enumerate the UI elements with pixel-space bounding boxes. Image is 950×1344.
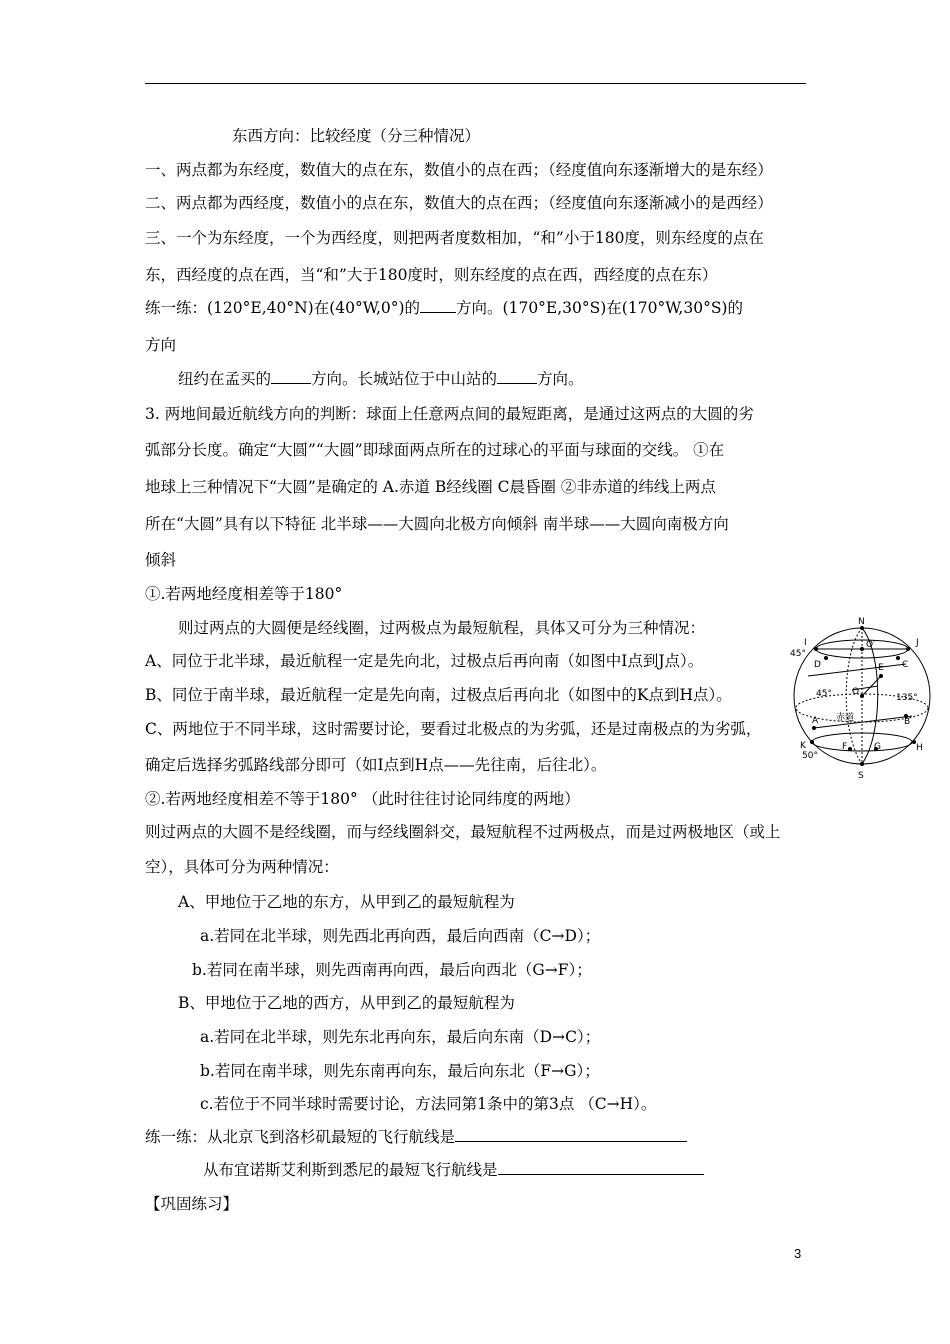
page-number: 3 (794, 1246, 802, 1261)
label-g: G (874, 742, 881, 752)
label-45-mid: 45° (816, 689, 832, 699)
chord-line (808, 664, 906, 676)
text-line: 东，西经度的点在西，当“和”大于180度时，则东经度的点在西，西经度的点在东） (145, 266, 718, 284)
text-line: 3. 两地间最近航线方向的判断：球面上任意两点间的最短距离，是通过这两点的大圆的劣 (145, 405, 754, 423)
label-d: D (814, 660, 821, 670)
point-k (810, 740, 814, 744)
label-e: E (878, 663, 884, 673)
text-line: 所在“大圆”具有以下特征 北半球——大圆向北极方向倾斜 南半球——大圆向南极方向 (145, 515, 729, 533)
text-line: b.若同在南半球，则先西南再向西，最后向西北（G→F）； (192, 961, 592, 979)
text-segment: 方向。 (537, 370, 584, 388)
text-line: 则过两点的大圆便是经线圈，过两极点为最短航程，具体又可分为三种情况： (178, 619, 706, 637)
text-line: ②.若两地经度相差不等于180° （此时往往讨论同纬度的两地） (145, 790, 580, 808)
globe-diagram (786, 612, 944, 782)
chord-line (814, 716, 912, 728)
text-line: 三、一个为东经度，一个为西经度，则把两者度数相加，“和”小于180度，则东经度的点在 (145, 229, 764, 247)
point-o-prime (860, 647, 864, 651)
text-line: B、同位于南半球，最近航程一定是先向南，过极点后再向北（如图中的K点到H点）。 (145, 686, 732, 704)
label-n: N (858, 617, 865, 627)
text-line: 东西方向：比较经度（分三种情况） (232, 127, 481, 145)
text-line: B、甲地位于乙地的西方，从甲到乙的最短航程为 (178, 994, 515, 1012)
point-d (824, 656, 828, 660)
header-rule (145, 83, 806, 84)
label-135: 135° (896, 693, 918, 703)
label-o: O (852, 687, 860, 697)
text-line: c.若位于不同半球时需要讨论，方法同第1条中的第3点 （C→H）。 (200, 1095, 657, 1113)
point-j (906, 647, 910, 651)
label-i: I (804, 638, 807, 648)
label-c: C (902, 660, 909, 670)
label-k: K (800, 741, 806, 751)
text-segment: 方向。长城站位于中山站的 (311, 370, 498, 388)
label-50: 50° (802, 751, 818, 761)
point-c (896, 656, 900, 660)
text-line: 方向 (145, 336, 177, 354)
text-line: 倾斜 (145, 551, 177, 569)
exercise-line (178, 368, 584, 390)
point-a (812, 726, 816, 730)
point-e (879, 674, 883, 678)
answer-blank[interactable] (497, 368, 537, 384)
label-s: S (858, 771, 864, 781)
answer-blank[interactable] (271, 368, 311, 384)
text-line: 空），具体可分为两种情况： (145, 858, 339, 876)
label-j: J (916, 638, 919, 648)
text-line: A、同位于北半球，最近航程一定是先向北，过极点后再向南（如图中I点到J点）。 (145, 652, 704, 670)
text-segment: 从布宜诺斯艾利斯到悉尼的最短飞行航线是 (203, 1161, 498, 1179)
label-a: A (812, 716, 819, 726)
label-b: B (904, 717, 911, 727)
label-f: F (842, 742, 848, 752)
text-line: 地球上三种情况下“大圆”是确定的 A.赤道 B经线圈 C晨昏圈 ②非赤道的纬线上两点 (145, 478, 716, 496)
text-line: b.若同在南半球，则先东南再向东，最后向东北（F→G）； (200, 1062, 600, 1080)
text-line: 确定后选择劣弧路线部分即可（如I点到H点——先往南，后往北）。 (145, 756, 607, 774)
answer-blank[interactable] (455, 1126, 687, 1142)
label-o-prime: O′ (866, 640, 876, 650)
text-line: ①.若两地经度相差等于180° (145, 585, 343, 603)
text-segment: 纽约在孟买的 (178, 370, 272, 388)
text-line: 则过两点的大圆不是经线圈，而与经线圈斜交，最短航程不过两极点，而是过两极地区（或上 (145, 823, 781, 841)
point-f (848, 747, 852, 751)
answer-blank[interactable] (498, 1159, 704, 1175)
section-heading: 【巩固练习】 (145, 1195, 239, 1213)
point-i (814, 647, 818, 651)
point-south-pole (860, 762, 864, 766)
text-line: 一、两点都为东经度，数值大的点在东，数值小的点在西；（经度值向东逐渐增大的是东经） (145, 161, 773, 179)
text-line: 二、两点都为西经度，数值小的点在东，数值大的点在西；（经度值向东逐渐减小的是西经） (145, 194, 773, 212)
exercise-line (203, 1159, 704, 1181)
text-segment: 练一练：从北京飞到洛杉矶最短的飞行航线是 (145, 1128, 456, 1146)
label-equator: 赤道 (836, 713, 855, 723)
text-line: 弧部分长度。确定“大圆”“大圆”即球面两点所在的过球心的平面与球面的交线。 ①在 (145, 441, 725, 459)
exercise-line (145, 297, 743, 319)
text-line: a.若同在北半球，则先东北再向东，最后向东南（D→C）； (200, 1028, 601, 1046)
point-o (860, 694, 864, 698)
answer-blank[interactable] (420, 297, 456, 313)
label-45-top: 45° (790, 649, 806, 659)
text-line: A、甲地位于乙地的东方，从甲到乙的最短航程为 (178, 893, 515, 911)
exercise-line (145, 1126, 687, 1148)
text-line: a.若同在北半球，则先西北再向西，最后向西南（C→D）； (200, 927, 601, 945)
text-segment: 方向。(170°E,30°S)在(170°W,30°S)的 (456, 299, 743, 317)
text-segment: 练一练：(120°E,40°N)在(40°W,0°)的 (145, 299, 421, 317)
label-h: H (916, 743, 923, 753)
text-line: C、两地位于不同半球，这时需要讨论，要看过北极点的为劣弧，还是过南极点的为劣弧， (145, 720, 762, 738)
